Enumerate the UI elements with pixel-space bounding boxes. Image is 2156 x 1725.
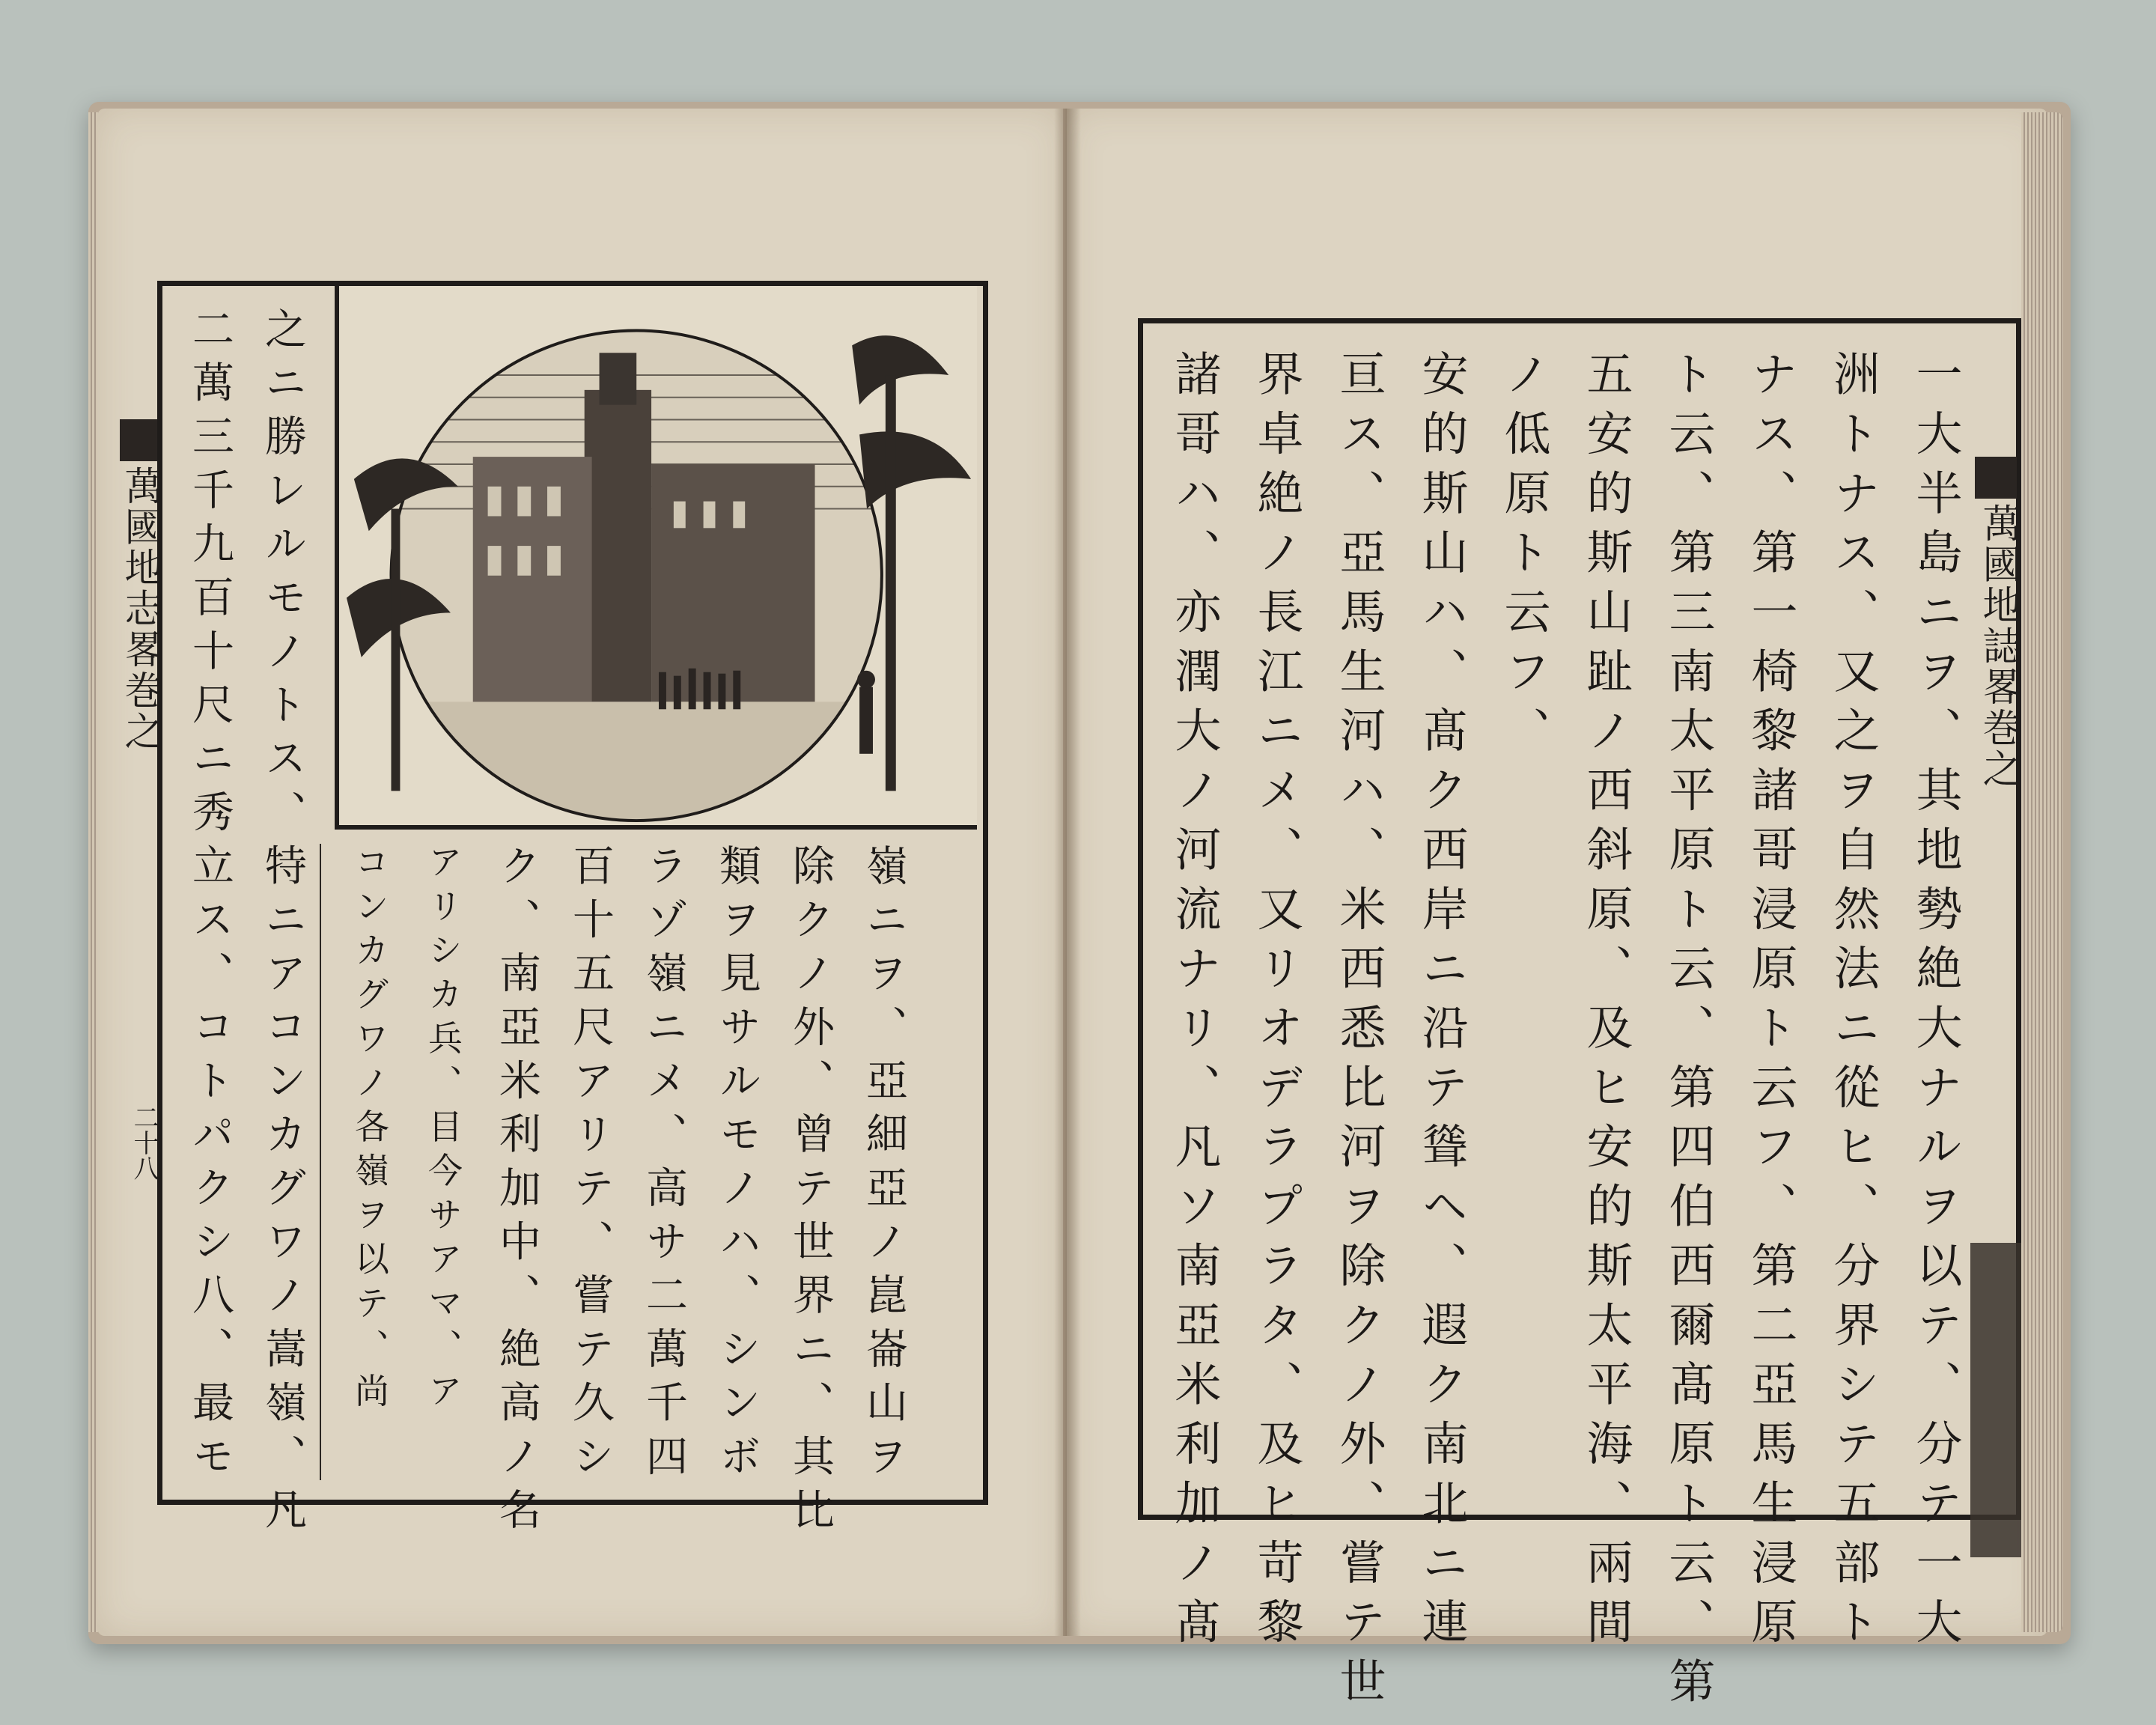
left-text-column: 除クノ外、曾テ世界ニ、其比 (786, 844, 835, 1542)
right-text-column: 亘ス、亞馬生河ハ、米西悉比河ヲ除クノ外、嘗テ世 (1332, 350, 1386, 1717)
right-text-column: 洲トナス、又之ヲ自然法ニ從ヒ、分界シテ五部ト (1826, 350, 1881, 1657)
left-text-column: アリシカ兵、目今サアマ、ア (423, 844, 463, 1417)
left-text-column: コンカグワノ各嶺ヲ以テ、尚 (350, 844, 390, 1417)
right-edge-dark-band (1970, 1243, 2021, 1557)
right-page-edges (2021, 112, 2063, 1632)
left-text-column: 類ヲ見サルモノハ、シンボ (713, 844, 761, 1488)
left-text-column: 二萬三千九百十尺ニ秀立ス、コトパクシ八、最モ (186, 307, 234, 1488)
left-text-column: ラゾ嶺ニメ、高サ二萬千四 (639, 844, 688, 1488)
right-text-column: 一大半島ニヲ、其地勢絶大ナルヲ以テ、分テ一大 (1908, 350, 1963, 1657)
right-text-column: 諸哥ハ、亦潤大ノ河流ナリ、凡ソ南亞米利加ノ髙 (1167, 350, 1222, 1657)
left-text-column: 之ニ勝レルモノトス、特ニアコンカグワノ嵩嶺、凡 (258, 307, 307, 1542)
left-text-column: 百十五尺アリテ、嘗テ久シ (566, 844, 615, 1488)
left-running-title: 萬國地志畧巻之 (118, 466, 162, 752)
right-text-frame (1138, 318, 2021, 1717)
left-folio: 二十八 (129, 1104, 159, 1181)
right-text-column: ト云、第三南太平原ト云、第四伯西爾髙原ト云、第 (1661, 350, 1716, 1717)
left-text-column: 嶺ニヲ、亞細亞ノ崑崙山ヲ (859, 844, 908, 1488)
left-column-rule (320, 844, 321, 1480)
left-text-frame (157, 281, 988, 1542)
right-text-column: 五安的斯山趾ノ西斜原、及ヒ安的斯太平海、兩間 (1579, 350, 1633, 1657)
street-scene-illustration (335, 286, 977, 830)
right-text-column: ナス、第一椅黎諸哥浸原ト云フ、第二亞馬生浸原 (1744, 350, 1798, 1657)
right-text-column: 界卓絶ノ長江ニメ、又リオデラプラタ、及ヒ苛黎 (1249, 350, 1304, 1657)
right-running-title: 萬國地誌畧巻之 (1976, 503, 2021, 790)
right-title-tab-mark (1975, 457, 2017, 499)
right-text-column: 安的斯山ハ、髙ク西岸ニ沿テ聳ヘ、遐ク南北ニ連 (1414, 350, 1469, 1657)
right-text-column: ノ低原ト云フ、 (1496, 350, 1551, 766)
book-gutter (1054, 109, 1081, 1636)
left-title-tab-mark (120, 419, 159, 461)
left-text-column: ク、南亞米利加中、絶高ノ名 (493, 844, 541, 1542)
